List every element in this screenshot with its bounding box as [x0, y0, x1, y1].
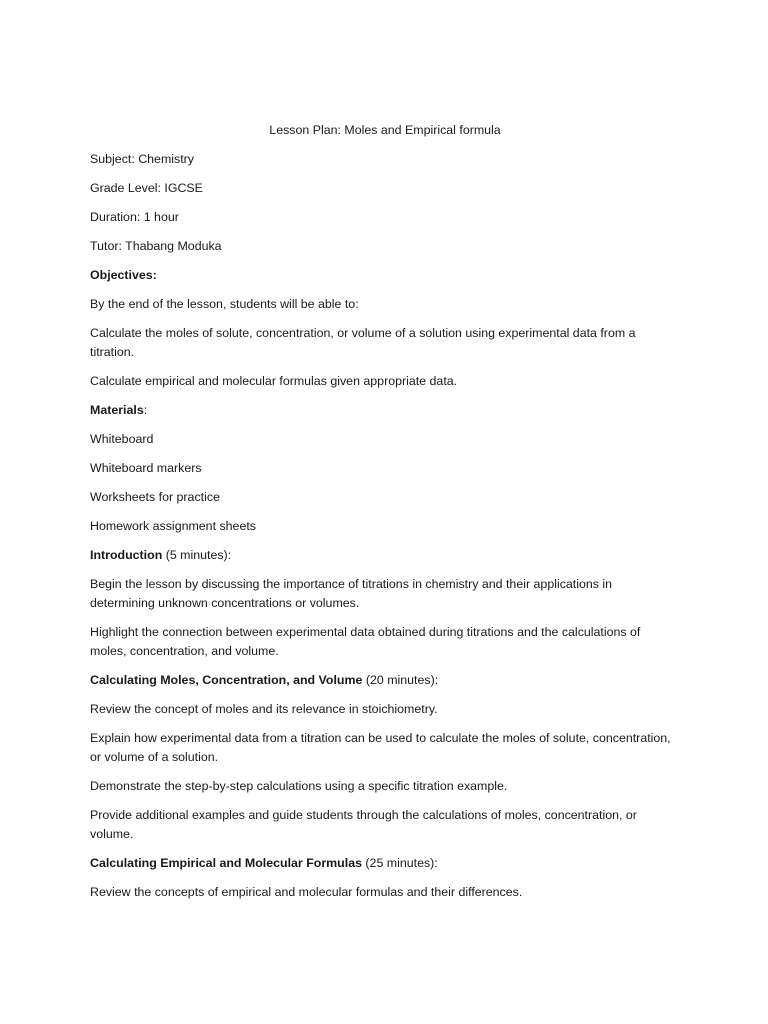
intro-heading: Introduction — [90, 548, 163, 562]
tutor-line: Tutor: Thabang Moduka — [90, 239, 222, 253]
material-item: Whiteboard markers — [90, 461, 202, 475]
section2-paragraph: Provide additional examples and guide students through the calculations of moles, concentration, or volume. — [90, 808, 637, 841]
objectives-heading: Objectives: — [90, 268, 157, 282]
materials-heading: Materials — [90, 403, 144, 417]
objective-item: Calculate the moles of solute, concentration, or volume of a solution using experimental data from a titration. — [90, 326, 636, 359]
intro-paragraph: Highlight the connection between experimental data obtained during titrations and the calculations of moles, concentration, and volume. — [90, 625, 641, 658]
material-item: Worksheets for practice — [90, 490, 220, 504]
materials-colon: : — [143, 403, 148, 417]
objective-item: Calculate empirical and molecular formulas given appropriate data. — [90, 374, 458, 388]
section3-heading-line — [90, 854, 680, 873]
subject-line: Subject: Chemistry — [90, 152, 194, 166]
section2-paragraph: Review the concept of moles and its relevance in stoichiometry. — [90, 702, 438, 716]
section3-time: (25 minutes): — [361, 856, 438, 870]
intro-paragraph: Begin the lesson by discussing the importance of titrations in chemistry and their applications in determining unknown concentrations or volumes. — [90, 577, 613, 610]
grade-level-line: Grade Level: IGCSE — [90, 181, 203, 195]
document-title: Lesson Plan: Moles and Empirical formula — [269, 123, 501, 137]
materials-heading-line — [90, 401, 680, 420]
document-content — [90, 121, 680, 912]
section3-paragraph: Review the concepts of empirical and molecular formulas and their differences. — [90, 885, 523, 899]
section2-heading-line — [90, 671, 680, 690]
section2-heading: Calculating Moles, Concentration, and Volume — [90, 673, 363, 687]
section2-paragraph: Demonstrate the step-by-step calculations using a specific titration example. — [90, 779, 508, 793]
material-item: Whiteboard — [90, 432, 154, 446]
material-item: Homework assignment sheets — [90, 519, 256, 533]
section2-time: (20 minutes): — [362, 673, 439, 687]
intro-heading-line — [90, 546, 680, 565]
objectives-intro: By the end of the lesson, students will be able to: — [90, 297, 359, 311]
section2-paragraph: Explain how experimental data from a titration can be used to calculate the moles of solute, concentration, or volume of a solution. — [90, 731, 671, 764]
intro-time: (5 minutes): — [162, 548, 232, 562]
duration-line: Duration: 1 hour — [90, 210, 179, 224]
section3-heading: Calculating Empirical and Molecular Formulas — [90, 856, 362, 870]
